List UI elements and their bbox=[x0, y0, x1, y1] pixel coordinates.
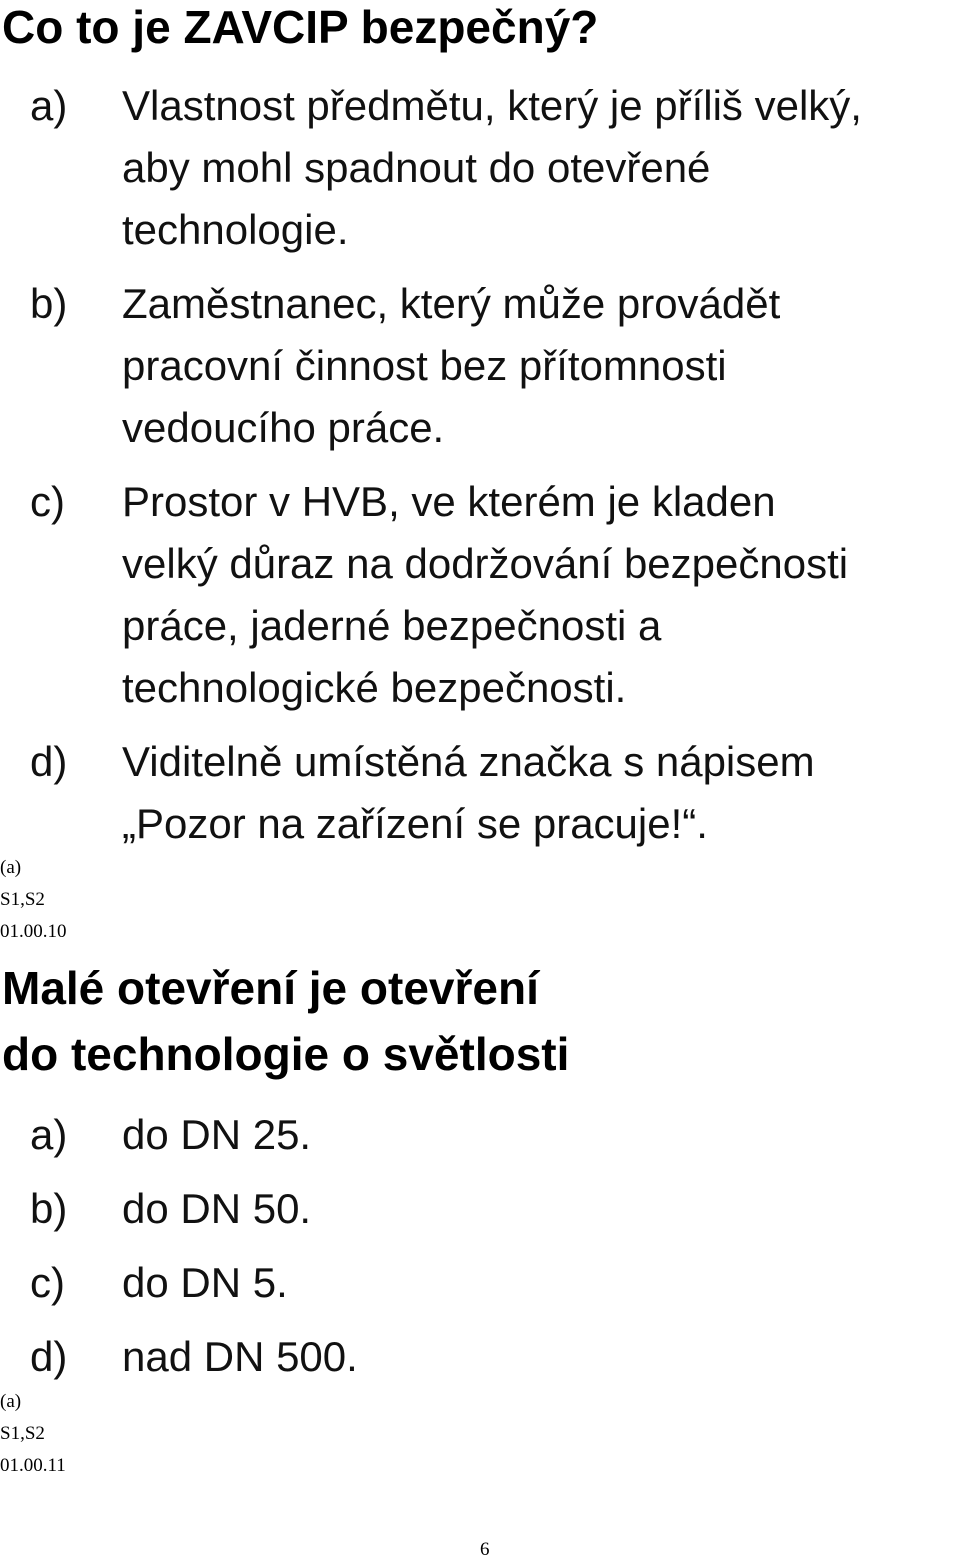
question-1-scope: S1,S2 bbox=[0, 889, 45, 910]
question-2-meta bbox=[0, 1386, 66, 1482]
option-letter: b) bbox=[30, 1185, 68, 1232]
question-2-code: 01.00.11 bbox=[0, 1455, 66, 1476]
option-letter: a) bbox=[30, 1111, 68, 1158]
question-2-option-a bbox=[0, 1104, 960, 1166]
question-1-answer: (a) bbox=[0, 857, 22, 878]
question-1-option-a bbox=[0, 75, 960, 261]
option-text: do DN 5. bbox=[122, 1259, 288, 1306]
option-letter: c) bbox=[30, 1259, 65, 1306]
option-text: Zaměstnanec, který může provádět pracovní činnost bez přítomnosti vedoucího práce. bbox=[122, 280, 781, 451]
option-text: nad DN 500. bbox=[122, 1333, 358, 1380]
question-1-title: Co to je ZAVCIP bezpečný? bbox=[2, 1, 599, 53]
option-text: Viditelně umístěná značka s nápisem „Pozor na zařízení se pracuje!“. bbox=[122, 738, 815, 847]
option-letter: c) bbox=[30, 478, 65, 525]
option-letter: d) bbox=[30, 738, 68, 785]
question-1-meta bbox=[0, 852, 67, 948]
question-2-options bbox=[0, 1104, 960, 1400]
option-text: Vlastnost předmětu, který je příliš velký, aby mohl spadnout do otevřené technologie. bbox=[122, 82, 862, 253]
question-2-scope: S1,S2 bbox=[0, 1423, 45, 1444]
question-1-option-c bbox=[0, 471, 960, 719]
page-number: 6 bbox=[480, 1539, 490, 1560]
question-2-option-c bbox=[0, 1252, 960, 1314]
question-1-code: 01.00.10 bbox=[0, 921, 67, 942]
option-letter: b) bbox=[30, 280, 68, 327]
option-text: Prostor v HVB, ve kterém je kladen velký důraz na dodržování bezpečnosti práce, jaderné bezpečnosti a technologické bezpečnosti. bbox=[122, 478, 849, 711]
question-2-title: Malé otevření je otevření do technologie o světlosti bbox=[2, 962, 570, 1080]
question-1-options bbox=[0, 75, 960, 867]
question-1-option-b bbox=[0, 273, 960, 459]
option-letter: a) bbox=[30, 82, 68, 129]
question-2-option-b bbox=[0, 1178, 960, 1240]
option-text: do DN 25. bbox=[122, 1111, 312, 1158]
question-1-option-d bbox=[0, 731, 960, 855]
option-letter: d) bbox=[30, 1333, 68, 1380]
option-text: do DN 50. bbox=[122, 1185, 312, 1232]
question-2-option-d bbox=[0, 1326, 960, 1388]
question-2-answer: (a) bbox=[0, 1391, 22, 1412]
